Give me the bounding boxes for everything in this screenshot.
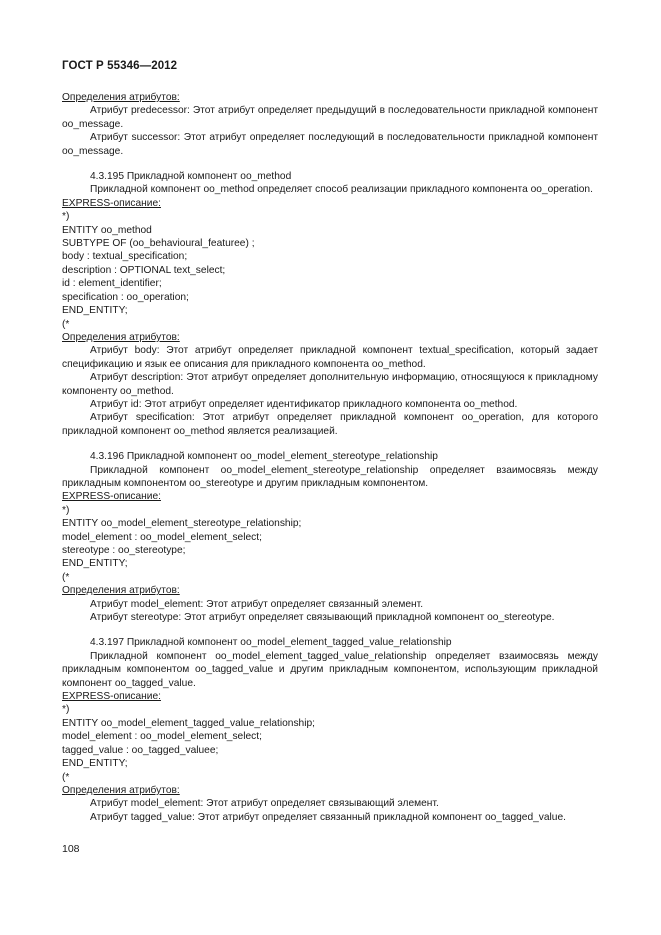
code-line: body : textual_specification;: [62, 251, 188, 263]
defs-label-197: Определения атрибутов:: [62, 784, 180, 796]
intro-attr-successor: Атрибут successor: Этот атрибут определяет последующий в последовательности прикладной компонент oo_message.: [62, 132, 598, 157]
page-content: [62, 91, 598, 824]
code-line: SUBTYPE OF (oo_behavioural_featuree) ;: [62, 238, 255, 250]
attr-def: Атрибут model_element: Этот атрибут определяет связанный элемент.: [90, 598, 424, 610]
attr-def: Атрибут id: Этот атрибут определяет идентификатор прикладного компонента oo_method.: [90, 398, 518, 410]
code-line: specification : oo_operation;: [62, 291, 189, 303]
section-desc-197: Прикладной компонент oo_model_element_tagged_value_relationship определяет взаимосвязь между прикладным компонентом oo_tagged_value и другим прикладным компонентом, использующим прикладной компонент oo_tagged_value.: [62, 650, 598, 689]
code-line: model_element : oo_model_element_select;: [62, 731, 262, 743]
code-line: ENTITY oo_model_element_tagged_value_relationship;: [62, 717, 315, 729]
attr-def: Атрибут stereotype: Этот атрибут определяет связывающий прикладной компонент oo_stereotype.: [90, 612, 555, 624]
code-line: ENTITY oo_method: [62, 224, 152, 236]
intro-attr-predecessor: Атрибут predecessor: Этот атрибут определяет предыдущий в последовательности прикладной компонент oo_message.: [62, 105, 598, 130]
express-close-197: (*: [62, 771, 70, 783]
attr-def: Атрибут specification: Этот атрибут определяет прикладной компонент oo_operation, для которого прикладной компонент oo_method является реализацией.: [62, 412, 598, 437]
code-line: END_ENTITY;: [62, 305, 128, 317]
section-heading-197: 4.3.197 Прикладной компонент oo_model_element_tagged_value_relationship: [90, 637, 452, 649]
express-open-195: *): [62, 211, 70, 223]
code-line: ENTITY oo_model_element_stereotype_relationship;: [62, 518, 302, 530]
code-line: description : OPTIONAL text_select;: [62, 264, 226, 276]
defs-label-196: Определения атрибутов:: [62, 585, 180, 597]
express-close-196: (*: [62, 571, 70, 583]
express-label-197: EXPRESS-описание:: [62, 691, 161, 703]
page-number: 108: [62, 843, 80, 855]
express-label-196: EXPRESS-описание:: [62, 491, 161, 503]
code-line: tagged_value : oo_tagged_valuee;: [62, 744, 219, 756]
attr-def: Атрибут model_element: Этот атрибут определяет связывающий элемент.: [90, 798, 439, 810]
code-line: END_ENTITY;: [62, 758, 128, 770]
standard-header: ГОСТ Р 55346—2012: [62, 60, 178, 72]
attr-def: Атрибут description: Этот атрибут определяет дополнительную информацию, относящуюся к прикладному компоненту oo_method.: [62, 372, 598, 397]
express-open-197: *): [62, 704, 70, 716]
section-heading-195: 4.3.195 Прикладной компонент oo_method: [90, 171, 292, 183]
section-desc-195: Прикладной компонент oo_method определяет способ реализации прикладного компонента oo_operation.: [90, 184, 593, 196]
attr-def: Атрибут tagged_value: Этот атрибут определяет связанный прикладной компонент oo_tagged_value.: [90, 811, 566, 823]
attr-def: Атрибут body: Этот атрибут определяет прикладной компонент textual_specification, который задает спецификацию и язык ее описания для прикладного компонента oo_method.: [62, 345, 598, 370]
defs-label-195: Определения атрибутов:: [62, 331, 180, 343]
code-line: model_element : oo_model_element_select;: [62, 531, 262, 543]
express-close-195: (*: [62, 318, 70, 330]
intro-defs-label: Определения атрибутов:: [62, 92, 180, 103]
code-line: id : element_identifier;: [62, 278, 162, 290]
section-heading-196: 4.3.196 Прикладной компонент oo_model_element_stereotype_relationship: [90, 451, 438, 463]
section-desc-196: Прикладной компонент oo_model_element_stereotype_relationship определяет взаимосвязь между прикладным компонентом oo_stereotype и другим прикладным компонентом.: [62, 464, 598, 489]
express-open-196: *): [62, 504, 70, 516]
code-line: stereotype : oo_stereotype;: [62, 545, 186, 556]
code-line: END_ENTITY;: [62, 558, 128, 570]
express-label-195: EXPRESS-описание:: [62, 197, 161, 209]
